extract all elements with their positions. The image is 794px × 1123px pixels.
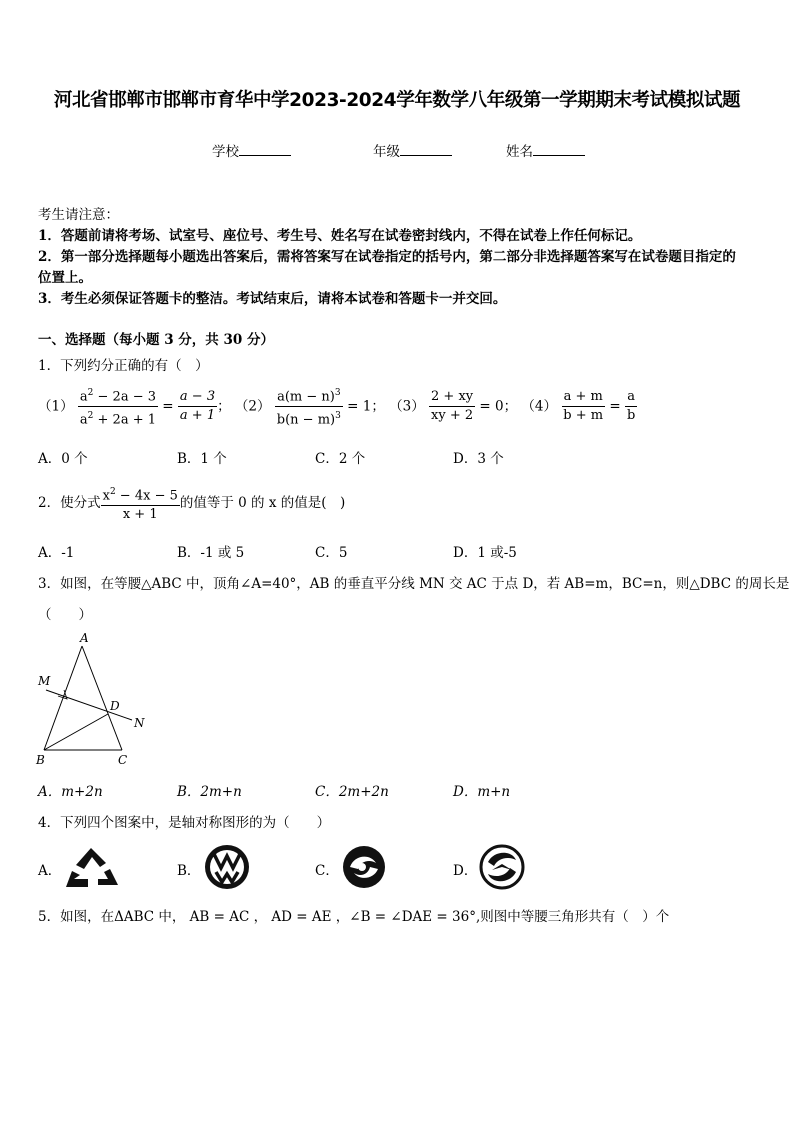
option-a[interactable]: A．m+2n [38, 784, 103, 800]
label-n: N [134, 716, 145, 730]
option-d[interactable]: D． [453, 863, 478, 879]
option-b[interactable]: B．1 个 [177, 451, 227, 467]
question-1-options [0, 447, 794, 465]
name-field[interactable] [506, 140, 585, 160]
option-b[interactable]: B． [177, 863, 201, 879]
fraction: $\frac{a - 3}{a + 1}$ [179, 389, 216, 424]
fraction: $\frac{a(m - n)^3}{b(n - m)^3}$ [275, 384, 343, 430]
grade-label: 年级 [373, 144, 400, 160]
expr-label: （1） [38, 398, 74, 415]
notice-item: 1．答题前请将考场、试室号、座位号、考生号、姓名写在试卷密封线内，不得在试卷上作任何标记。 [38, 228, 642, 244]
option-c[interactable]: C．2 个 [315, 451, 366, 467]
question-3-stem-cont: （ ） [38, 607, 92, 623]
swirl-logo-icon [340, 845, 388, 889]
stem-text: 的值等于 0 的 x 的值是( ) [179, 495, 346, 512]
option-a[interactable]: A．0 个 [38, 451, 88, 467]
expr-label: （2） [234, 398, 271, 415]
label-d: D [110, 699, 120, 713]
label-a: A [80, 631, 89, 645]
option-b[interactable]: B．-1 或 5 [177, 545, 245, 561]
fraction: $\frac{a^2 - 2a - 3}{a^2 + 2a + 1}$ [78, 384, 158, 430]
option-c[interactable]: C．5 [315, 545, 348, 561]
fraction: $\frac{a + m}{b + m}$ [563, 389, 604, 424]
notice-item: 位置上。 [38, 270, 92, 286]
question-1-stem: 1．下列约分正确的有（ ） [38, 358, 209, 374]
question-5-stem: 5．如图，在ΔABC 中， AB = AC ， AD = AE ，∠B = ∠DAE = 36°,则图中等腰三角形共有（ ）个 [38, 909, 670, 925]
question-1-expressions: （1） $\frac{a^2 - 2a - 3}{a^2 + 2a + 1}$ = $\frac{a - 3}{a + 1}$ ； （2） $\frac{a(m - n)^3}{b(n - m)^3}$ = 1； （3） $\frac{2 + xy}{xy + 2}$ = 0； （4） $\frac{a + m}{b + m}$ = $\frac{a}{b}$ [38, 384, 637, 430]
question-3-stem: 3．如图，在等腰△ABC 中，顶角∠A=40°，AB 的垂直平分线 MN 交 AC 于点 D，若 AB=m，BC=n，则△DBC 的周长是 [38, 576, 790, 592]
fraction: $\frac{2 + xy}{xy + 2}$ [431, 389, 474, 424]
question-3-options [0, 780, 794, 798]
option-d[interactable]: D．m+n [453, 784, 511, 800]
expr-label: （4） [521, 398, 557, 415]
fraction: $\frac{x^2 - 4x - 5}{x + 1}$ [101, 483, 180, 524]
recycle-icon [62, 845, 120, 889]
page-title: 河北省邯郸市邯郸市育华中学2023-2024学年数学八年级第一学期期末考试模拟试题 [53, 90, 741, 111]
triangle-figure [34, 628, 154, 768]
section-heading: 一、选择题（每小题 3 分，共 30 分） [38, 332, 274, 348]
dongfeng-logo-icon [478, 844, 526, 890]
school-label: 学校 [212, 144, 239, 160]
label-b: B [36, 753, 45, 767]
option-a[interactable]: A．-1 [38, 545, 75, 561]
question-4-stem: 4．下列四个图案中，是轴对称图形的为（ ） [38, 815, 331, 831]
expr-label: （3） [389, 398, 425, 415]
vw-logo-icon [202, 844, 252, 890]
school-field[interactable] [212, 140, 291, 160]
question-4-options [0, 843, 794, 893]
question-2-options [0, 541, 794, 559]
fraction: $\frac{a}{b}$ [627, 389, 636, 424]
notice-item: 3．考生必须保证答题卡的整洁。考试结束后，请将本试卷和答题卡一并交回。 [38, 291, 507, 307]
notice-item: 2．第一部分选择题每小题选出答案后，需将答案写在试卷指定的括号内，第二部分非选择题答案写在试卷题目指定的 [38, 249, 736, 265]
grade-field[interactable] [373, 140, 452, 160]
question-2-stem [38, 483, 345, 524]
option-d[interactable]: D．3 个 [453, 451, 504, 467]
label-c: C [118, 753, 128, 767]
stem-text: 2．使分式 [38, 495, 101, 512]
notice-heading: 考生请注意： [38, 207, 119, 223]
option-c[interactable]: C．2m+2n [315, 784, 389, 800]
label-m: M [38, 674, 51, 688]
option-d[interactable]: D．1 或-5 [453, 545, 517, 561]
name-label: 姓名 [506, 144, 533, 160]
option-c[interactable]: C． [315, 863, 339, 879]
option-b[interactable]: B．2m+n [177, 784, 242, 800]
option-a[interactable]: A． [38, 863, 62, 879]
